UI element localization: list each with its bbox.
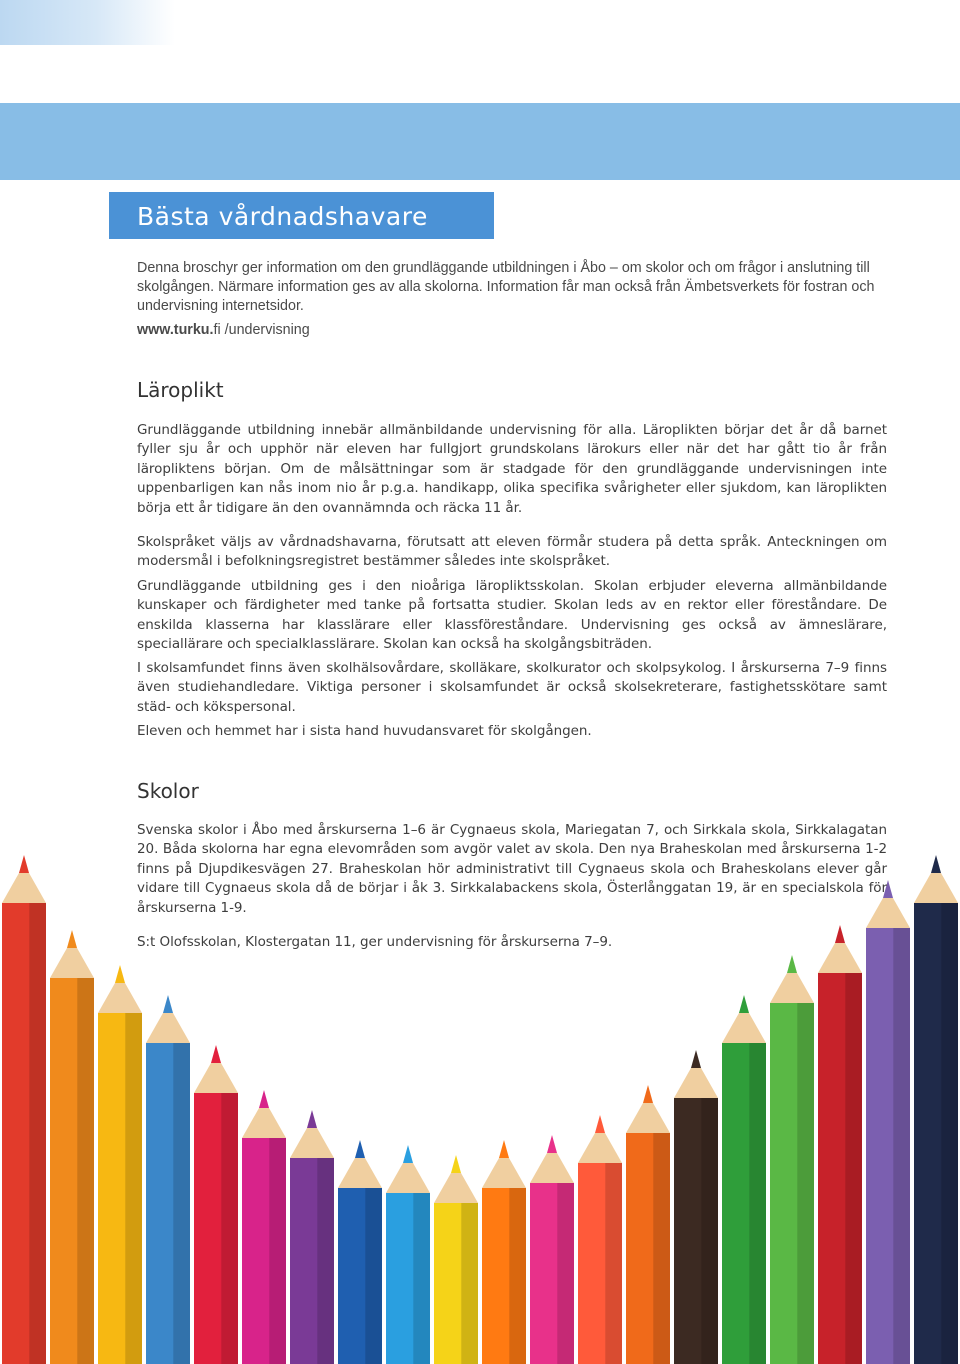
- pencil: [146, 995, 190, 1364]
- pencil: [242, 1090, 286, 1364]
- skolor-paragraph-2: S:t Olofsskolan, Klostergatan 11, ger undervisning för årskurserna 7–9.: [137, 934, 613, 950]
- heading-skolor: Skolor: [137, 779, 199, 803]
- pencil: [818, 925, 862, 1364]
- pencil: [290, 1110, 334, 1364]
- laroplikt-paragraph-3: Grundläggande utbildning ges i den nioåriga läropliktsskolan. Skolan erbjuder eleverna allmänbildande kunskaper och färdigheter med tanke på fortsatta studier. Skolan leds av en rektor eller föreståndare. De enskilda klasserna har klasslärare eller klassföreståndare. Undervisning ges också av ämneslärare, speciallärare och specialklasslärare. Skolan kan också ha skolgångsbiträden.: [137, 578, 887, 653]
- pencil: [530, 1135, 574, 1364]
- pencil: [434, 1155, 478, 1364]
- url-domain: www.turku.: [137, 322, 214, 338]
- pencil: [50, 930, 94, 1364]
- url-path: fi /undervisning: [213, 322, 310, 338]
- laroplikt-paragraph-1: Grundläggande utbildning innebär allmänbildande undervisning för alla. Läroplikten börjar det år då barnet fyller sju år och upphör när eleven har fullgjort grundskolans lärokurs eller när det har gått tio år från läropliktens början. Om de målsättningar som är stadgade för den grundläggande undervisningen inte uppenbarligen kan nås inom nio år p.g.a. handikapp, olika specifika svårigheter eller sjukdom, kan läroplikten börja ett år tidigare än den ovannämnda och räcka 11 år.: [137, 422, 887, 516]
- pencil: [194, 1045, 238, 1364]
- heading-laroplikt: Läroplikt: [137, 378, 224, 402]
- pencil: [578, 1115, 622, 1364]
- pencil: [338, 1140, 382, 1364]
- pencil: [674, 1050, 718, 1364]
- page-title: Bästa vårdnadshavare: [137, 202, 428, 231]
- pencil: [914, 855, 958, 1364]
- laroplikt-paragraph-2: Skolspråket väljs av vårdnadshavarna, förutsatt att eleven förmår studera på detta språk. Anteckningen om modersmål i befolkningsregistret bestämmer således inte skolspråket.: [137, 534, 887, 570]
- pencil: [866, 880, 910, 1364]
- pencil: [722, 995, 766, 1364]
- header-band: [0, 103, 960, 180]
- pencil: [386, 1145, 430, 1364]
- skolor-paragraph-1: Svenska skolor i Åbo med årskurserna 1–6 är Cygnaeus skola, Mariegatan 7, och Sirkkala skola, Sirkkalagatan 20. Båda skolorna har egna elevområden som avgör valet av skola. Den nya Braheskolan med årskurserna 1-2 finns på Djupdikesvägen 27. Braheskolan hör administrativt till Cygnaeus skola och Braheskolans elever går vidare till Cygnaeus skola då de börjar i åk 3. Sirkkalabackens skola, Österlånggatan 19, är en specialskola för årskurserna 1-9.: [137, 822, 887, 916]
- laroplikt-paragraph-5: Eleven och hemmet har i sista hand huvudansvaret för skolgången.: [137, 723, 592, 739]
- corner-gradient: [0, 0, 175, 45]
- pencil: [2, 855, 46, 1364]
- pencil: [98, 965, 142, 1364]
- pencil: [626, 1085, 670, 1364]
- pencil: [482, 1140, 526, 1364]
- intro-paragraph: Denna broschyr ger information om den grundläggande utbildningen i Åbo – om skolor och om frågor i anslutning till skolgången. Närmare information ges av alla skolorna. Information får man också från Ämbetsverkets för fostran och undervisning internetsidor.: [137, 260, 875, 314]
- laroplikt-paragraph-4: I skolsamfundet finns även skolhälsovårdare, skolläkare, skolkurator och skolpsykolog. I årskurserna 7–9 finns även studiehandledare. Viktiga personer i skolsamfundet är också skolsekreterare, fastighetsskötare samt städ- och kökspersonal.: [137, 660, 887, 715]
- title-box: [109, 192, 494, 239]
- pencil: [770, 955, 814, 1364]
- website-link[interactable]: [137, 322, 310, 338]
